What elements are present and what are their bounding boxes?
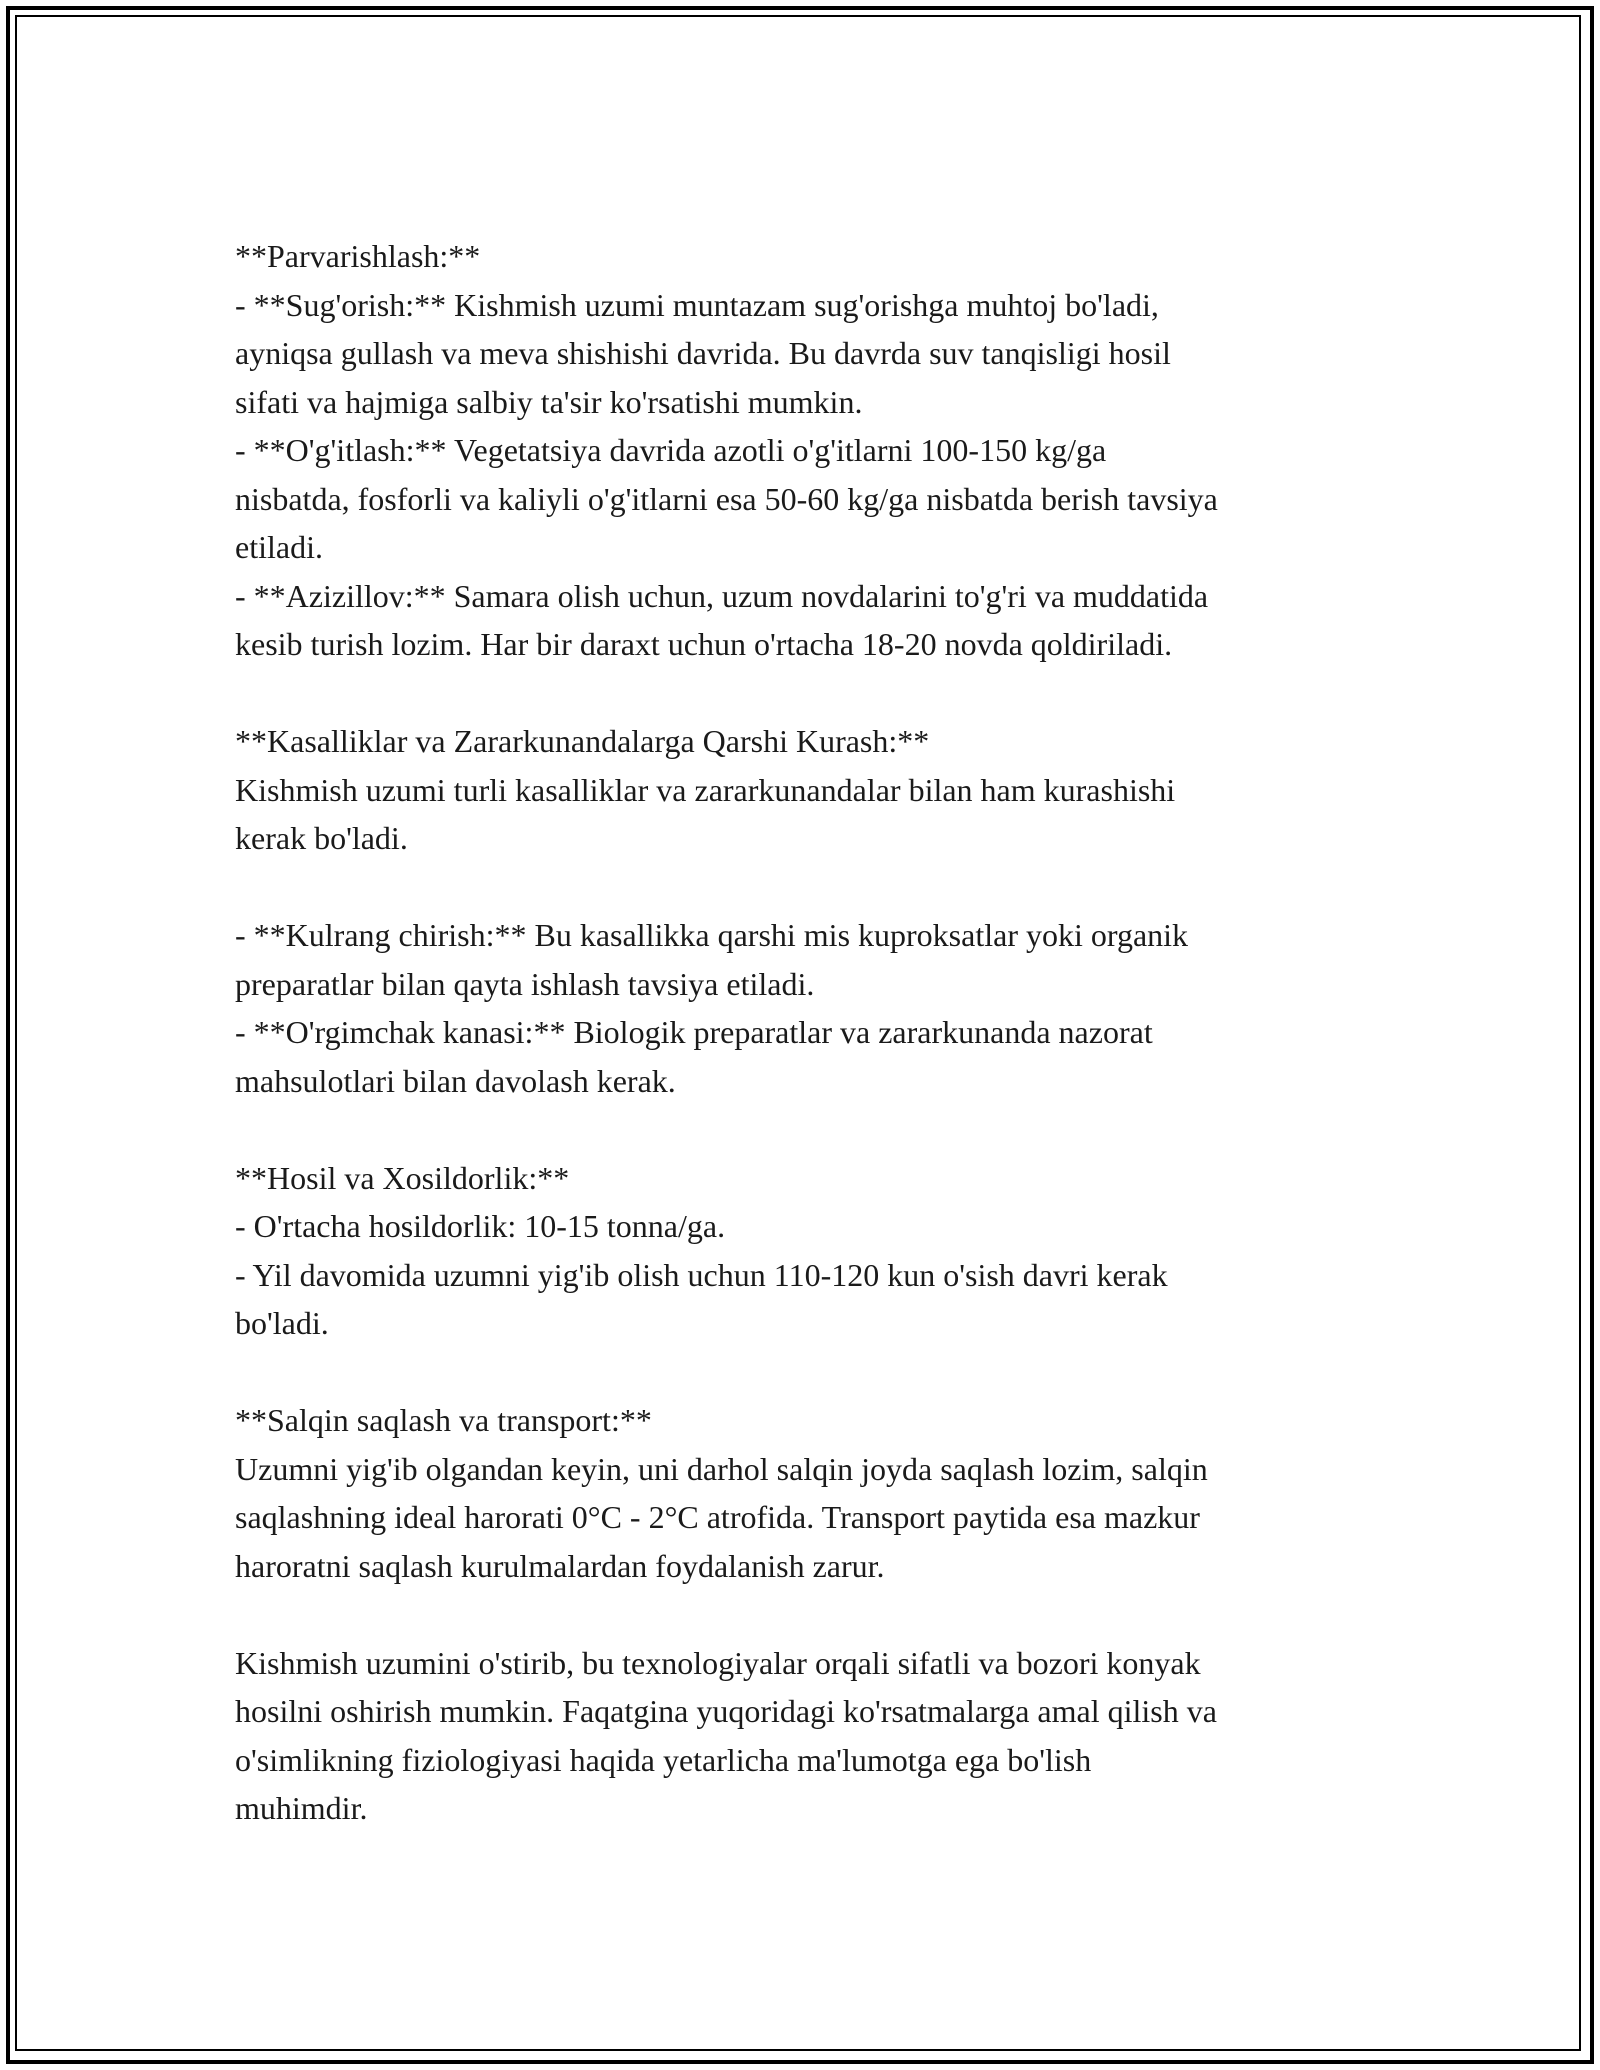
- text-line: - **Sug'orish:** Kishmish uzumi muntazam sug'orishga muhtoj bo'ladi,: [235, 286, 1159, 323]
- section-heading-care: **Parvarishlash:**: [235, 238, 481, 274]
- text-line: muhimdir.: [235, 1790, 368, 1826]
- text-line: etiladi.: [235, 529, 323, 565]
- text-line: - **O'g'itlash:** Vegetatsiya davrida azotli o'g'itlarni 100-150 kg/ga: [235, 432, 1107, 468]
- text-line: o'simlikning fiziologiyasi haqida yetarlicha ma'lumotga ega bo'lish: [235, 1741, 1092, 1778]
- text-line: ayniqsa gullash va meva shishishi davrida. Bu davrda suv tanqisligi hosil: [235, 335, 1171, 371]
- section-heading-storage: **Salqin saqlash va transport:**: [235, 1402, 652, 1438]
- text-line: haroratni saqlash kurulmalardan foydalanish zarur.: [235, 1547, 885, 1584]
- text-line: preparatlar bilan qayta ishlash tavsiya etiladi.: [235, 965, 815, 1002]
- text-line: bo'ladi.: [235, 1305, 329, 1341]
- paragraph-gap: [235, 863, 1385, 912]
- text-line: mahsulotlari bilan davolash kerak.: [235, 1062, 676, 1099]
- text-line: hosilni oshirish mumkin. Faqatgina yuqoridagi ko'rsatmalarga amal qilish va: [235, 1693, 1217, 1729]
- text-line: - O'rtacha hosildorlik: 10-15 tonna/ga.: [235, 1208, 726, 1244]
- paragraph-gap: [235, 1348, 1385, 1397]
- text-line: saqlashning ideal harorati 0°C - 2°C atrofida. Transport paytida esa mazkur: [235, 1499, 1200, 1535]
- text-line: - **Kulrang chirish:** Bu kasallikka qarshi mis kuproksatlar yoki organik: [235, 917, 1189, 953]
- text-line: kesib turish lozim. Har bir daraxt uchun o'rtacha 18-20 novda qoldiriladi.: [235, 626, 1173, 662]
- text-line: sifati va hajmiga salbiy ta'sir ko'rsatishi mumkin.: [235, 383, 863, 420]
- text-line: nisbatda, fosforli va kaliyli o'g'itlarni esa 50-60 kg/ga nisbatda berish tavsiya: [235, 480, 1218, 517]
- text-line: Uzumni yig'ib olgandan keyin, uni darhol salqin joyda saqlash lozim, salqin: [235, 1450, 1208, 1487]
- section-heading-diseases: **Kasalliklar va Zararkunandalarga Qarshi Kurash:**: [235, 723, 930, 759]
- text-line: - **Azizillov:** Samara olish uchun, uzum novdalarini to'g'ri va muddatida: [235, 577, 1209, 614]
- text-line: - **O'rgimchak kanasi:** Biologik preparatlar va zararkunanda nazorat: [235, 1014, 1153, 1050]
- document-body: [235, 232, 1385, 1833]
- text-line: kerak bo'ladi.: [235, 820, 408, 856]
- paragraph-gap: [235, 1105, 1385, 1154]
- paragraph-gap: [235, 1590, 1385, 1639]
- section-heading-yield: **Hosil va Xosildorlik:**: [235, 1159, 570, 1196]
- text-line: Kishmish uzumini o'stirib, bu texnologiyalar orqali sifatli va bozori konyak: [235, 1644, 1201, 1681]
- paragraph-gap: [235, 669, 1385, 718]
- text-line: - Yil davomida uzumni yig'ib olish uchun 110-120 kun o'sish davri kerak: [235, 1256, 1168, 1293]
- text-line: Kishmish uzumi turli kasalliklar va zararkunandalar bilan ham kurashishi: [235, 771, 1176, 808]
